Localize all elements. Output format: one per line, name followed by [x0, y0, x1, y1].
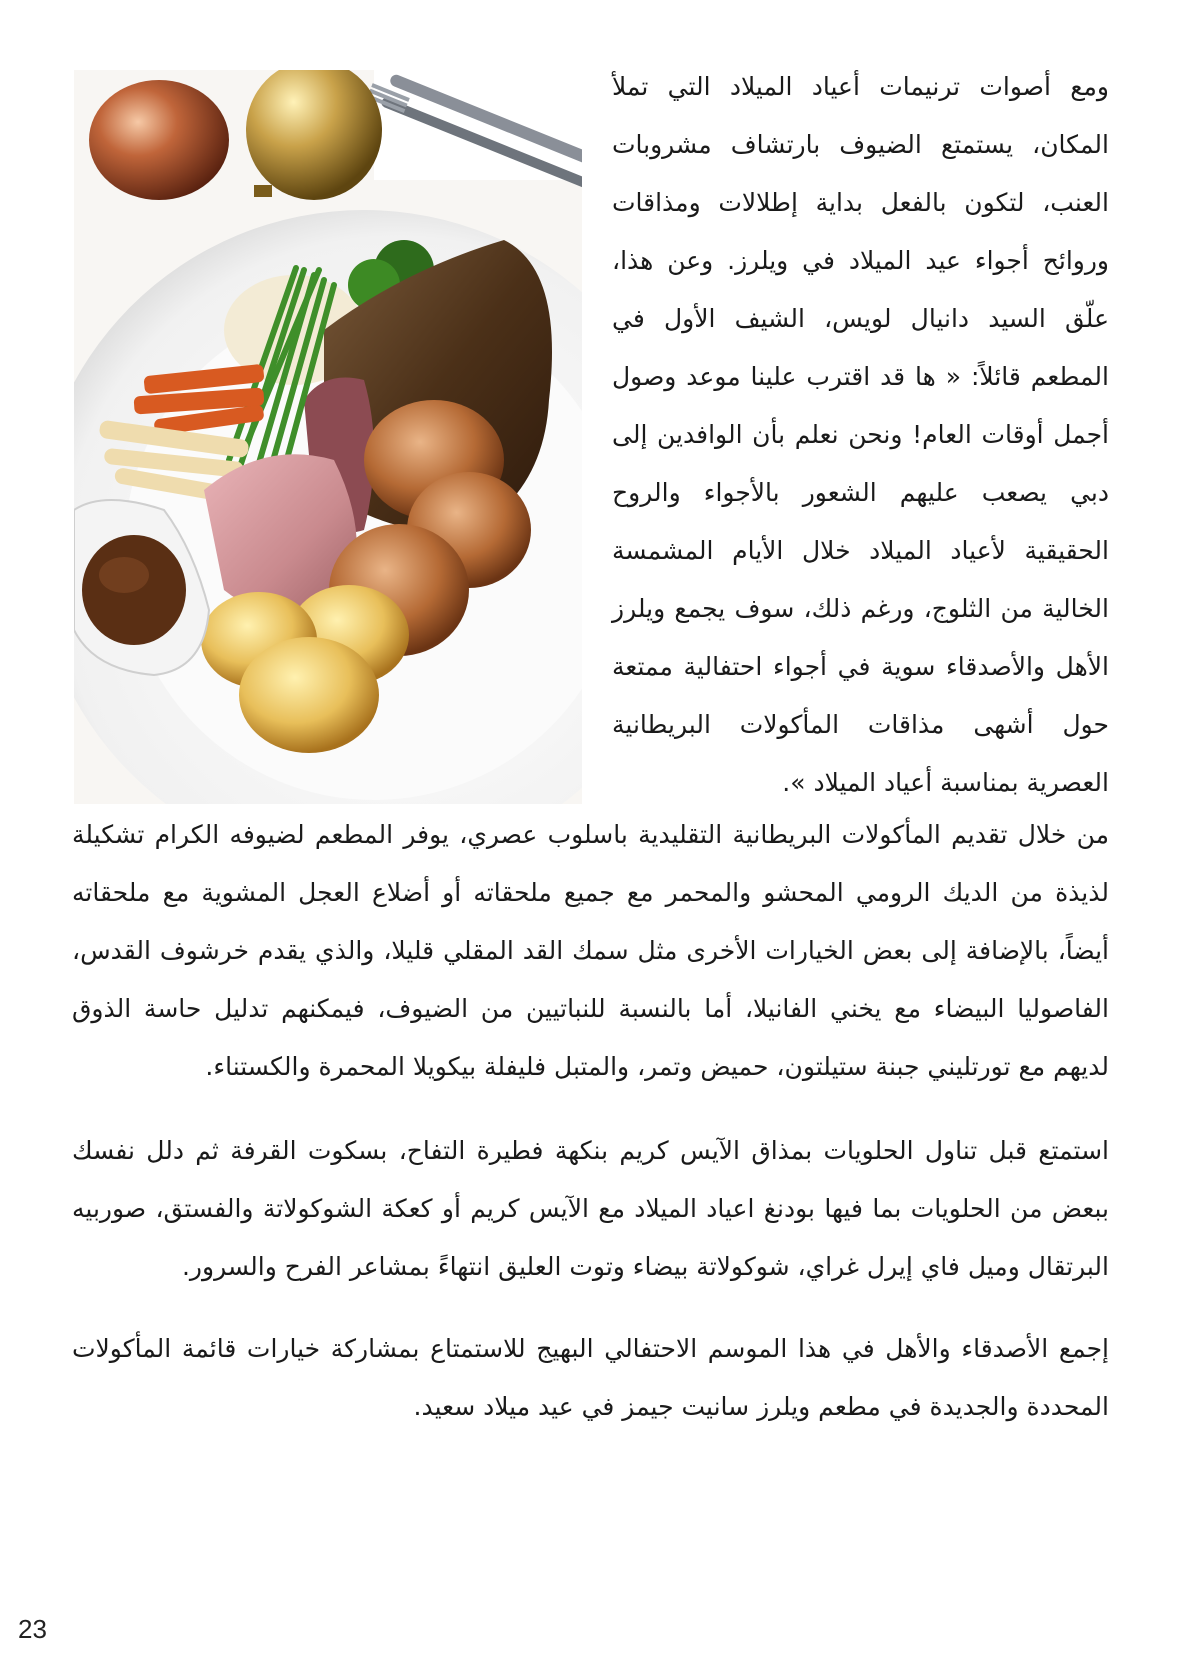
desserts-paragraph: استمتع قبل تناول الحلويات بمذاق الآيس كريم بنكهة فطيرة التفاح، بسكوت القرفة ثم دلل نفسك ببعض من الحلويات بما فيها بودنغ اعياد الميلاد مع الآيس كريم أو كعكة الشوكولاتة والفستق، صوربيه البرتقال وميل فاي إيرل غراي، شوكولاتة بيضاء وتوت العليق انتهاءً بمشاعر الفرح والسرور. — [72, 1136, 1109, 1281]
closing-paragraph: إجمع الأصدقاء والأهل في هذا الموسم الاحتفالي البهيج للاستمتاع بمشاركة خيارات قائمة المأكولات المحددة والجديدة في مطعم ويلرز سانيت جيمز في عيد ميلاد سعيد. — [72, 1334, 1109, 1421]
intro-paragraph: ومع أصوات ترنيمات أعياد الميلاد التي تملأ المكان، يستمتع الضيوف بارتشاف مشروبات العنب، لتكون بالفعل بداية إطلالات ومذاقات وروائح أجواء عيد الميلاد في ويلرز. وعن هذا، علّق السيد دانيال لويس، الشيف الأول في المطعم قائلاً: « ها قد اقترب علينا موعد وصول أجمل أوقات العام! ونحن نعلم بأن الوافدين إلى دبي يصعب عليهم الشعور بالأجواء والروح الحقيقية لأعياد الميلاد خلال الأيام المشمسة الخالية من الثلوج، ورغم ذلك، سوف يجمع ويلرز الأهل والأصدقاء سوية في أجواء احتفالية ممتعة حول أشهى مذاقات المأكولات البريطانية العصرية بمناسبة أعياد الميلاد ». — [612, 72, 1109, 797]
menu-paragraph: من خلال تقديم المأكولات البريطانية التقليدية باسلوب عصري، يوفر المطعم لضيوفه الكرام تشكيلة لذيذة من الديك الرومي المحشو والمحمر مع جميع ملحقاته أو أضلاع العجل المشوية مع ملحقاته أيضاً، بالإضافة إلى بعض الخيارات الأخرى مثل سمك القد المقلي قليلا، والذي يقدم خرشوف القدس، الفاصوليا البيضاء مع يخني الفانيلا، أما بالنسبة للنباتيين من الضيوف، فيمكنهم تدليل حاسة الذوق لديهم مع تورتليني جبنة ستيلتون، حميض وتمر، والمتبل فليفلة بيكويلا المحمرة والكستناء. — [72, 820, 1109, 1081]
christmas-roast-dinner-photo — [74, 70, 582, 804]
page-number: 23 — [18, 1614, 47, 1644]
